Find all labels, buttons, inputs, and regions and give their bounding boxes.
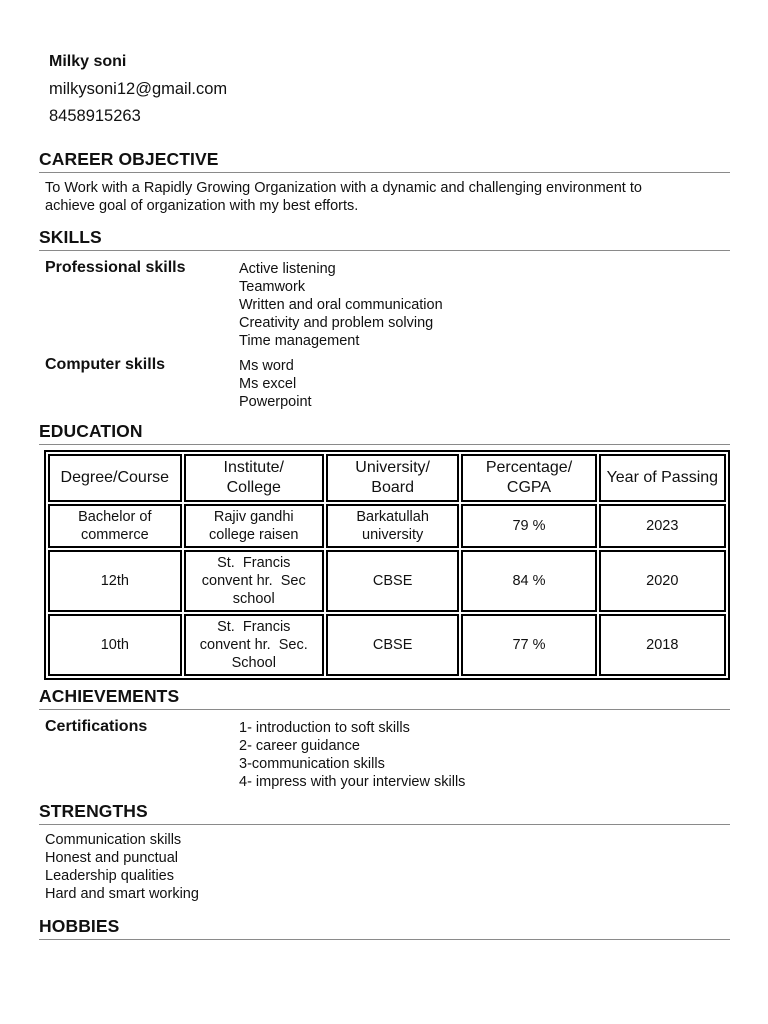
cell-institute (184, 550, 324, 612)
column-header-year (599, 454, 726, 502)
candidate-email: milkysoni12@gmail.com (49, 80, 228, 98)
cell-text: 12th (100, 573, 129, 589)
career-objective-line: achieve goal of organization with my best efforts. (45, 198, 359, 214)
cell-text: college raisen (209, 527, 299, 543)
section-divider (39, 444, 730, 445)
cell-text: CBSE (372, 637, 413, 653)
list-item: Leadership qualities (45, 868, 174, 884)
certifications-list (239, 719, 465, 791)
header-text: Board (371, 479, 414, 496)
list-item: 2- career guidance (239, 738, 360, 754)
cell-text: School (231, 655, 276, 671)
header-text: University/ (355, 459, 430, 476)
education-table (44, 450, 730, 680)
skills-heading: SKILLS (39, 227, 102, 247)
list-item: Creativity and problem solving (239, 315, 434, 331)
table-row (48, 504, 726, 548)
strengths-heading: STRENGTHS (39, 801, 148, 821)
column-header-degree (48, 454, 182, 502)
certifications-label: Certifications (45, 718, 148, 735)
header-text: CGPA (506, 479, 552, 496)
column-header-percentage (461, 454, 596, 502)
cell-text: CBSE (372, 573, 413, 589)
table-row (48, 614, 726, 676)
list-item: Teamwork (239, 279, 306, 295)
hobbies-heading: HOBBIES (39, 916, 120, 936)
career-objective-text (45, 179, 642, 215)
list-item: Honest and punctual (45, 850, 179, 866)
section-divider (39, 172, 730, 173)
cell-text: St. Francis (217, 555, 291, 571)
column-header-institute (184, 454, 324, 502)
section-divider (39, 824, 730, 825)
professional-skills-label: Professional skills (45, 259, 186, 276)
header-text: Percentage/ (485, 459, 573, 476)
section-divider (39, 250, 730, 251)
list-item: Active listening (239, 261, 336, 277)
computer-skills-label: Computer skills (45, 356, 166, 373)
list-item: Powerpoint (239, 394, 312, 410)
cell-year: 2023 (599, 504, 726, 548)
list-item: Ms excel (239, 376, 297, 392)
cell-degree (48, 614, 182, 676)
cell-text: university (362, 527, 424, 543)
candidate-name: Milky soni (49, 53, 127, 70)
cell-institute (184, 614, 324, 676)
list-item: Written and oral communication (239, 297, 443, 313)
list-item: Time management (239, 333, 360, 349)
table-row (48, 550, 726, 612)
cell-text: St. Francis (217, 619, 291, 635)
professional-skills-list (239, 260, 443, 350)
cell-text: 10th (100, 637, 129, 653)
section-divider (39, 939, 730, 940)
cell-text: commerce (80, 527, 149, 543)
cell-percentage: 79 % (461, 504, 596, 548)
cell-text: Bachelor of (78, 509, 152, 525)
section-divider (39, 709, 730, 710)
career-objective-heading: CAREER OBJECTIVE (39, 149, 219, 169)
cell-degree (48, 504, 182, 548)
cell-year: 2018 (599, 614, 726, 676)
cell-degree (48, 550, 182, 612)
list-item: Communication skills (45, 832, 182, 848)
table-header-row (48, 454, 726, 502)
achievements-heading: ACHIEVEMENTS (39, 686, 180, 706)
cell-university (326, 504, 459, 548)
list-item: 1- introduction to soft skills (239, 720, 410, 736)
cell-text: convent hr. Sec. (199, 637, 308, 653)
cell-text: Rajiv gandhi (213, 509, 294, 525)
header-text: Institute/ (223, 459, 284, 476)
header-text: Degree/Course (60, 469, 170, 486)
list-item: 3-communication skills (239, 756, 385, 772)
cell-text: school (232, 591, 275, 607)
cell-percentage: 77 % (461, 614, 596, 676)
header-text: Year of Passing (606, 469, 719, 486)
candidate-phone: 8458915263 (49, 107, 141, 125)
education-heading: EDUCATION (39, 421, 143, 441)
cell-text: convent hr. Sec (201, 573, 306, 589)
cell-text: Barkatullah (356, 509, 429, 525)
cell-university (326, 550, 459, 612)
list-item: Ms word (239, 358, 294, 374)
list-item: Hard and smart working (45, 886, 199, 902)
header-text: College (226, 479, 281, 496)
cell-institute (184, 504, 324, 548)
list-item: 4- impress with your interview skills (239, 774, 466, 790)
strengths-list (45, 831, 199, 903)
cell-percentage: 84 % (461, 550, 596, 612)
cell-year: 2020 (599, 550, 726, 612)
computer-skills-list (239, 357, 312, 411)
career-objective-line: To Work with a Rapidly Growing Organization with a dynamic and challenging environment to (45, 180, 642, 196)
cell-university (326, 614, 459, 676)
column-header-university (326, 454, 459, 502)
